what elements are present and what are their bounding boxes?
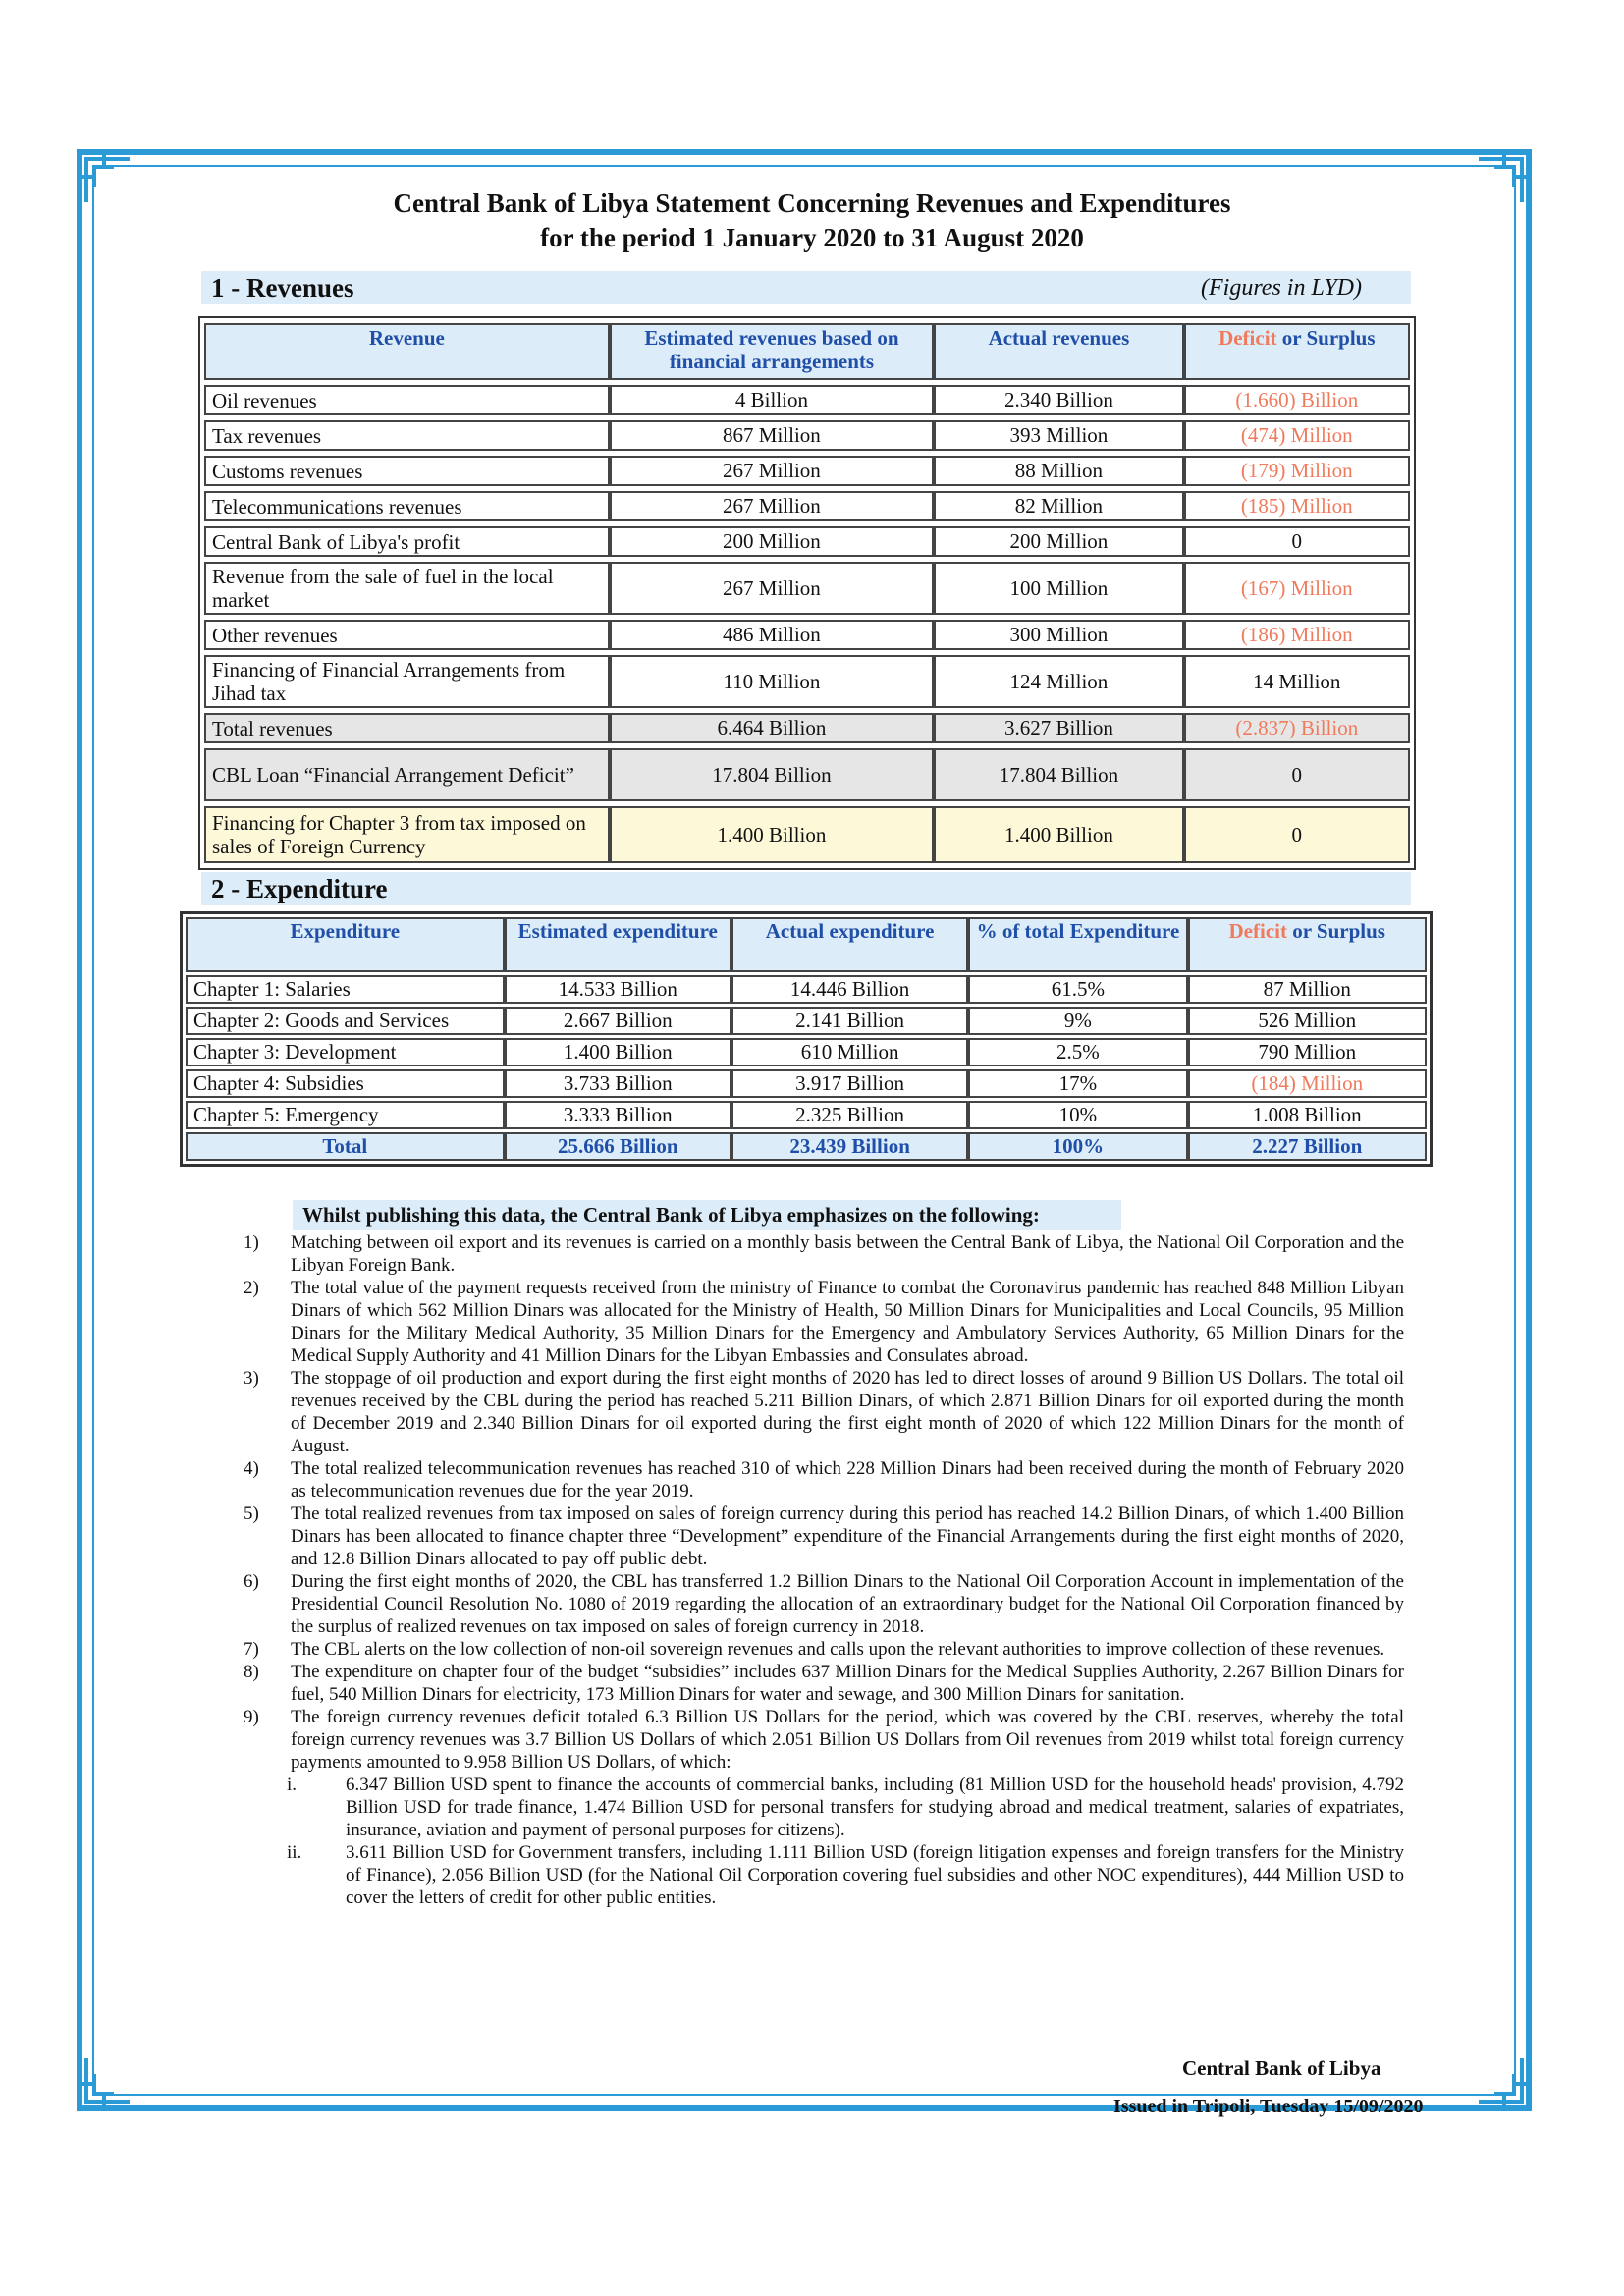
sub-list-item — [236, 1841, 1404, 1909]
total-expenditure-row — [186, 1132, 1427, 1161]
estimated-value: 1.400 Billion — [610, 806, 935, 863]
actual-value: 14.446 Billion — [731, 975, 968, 1004]
percent-value: 10% — [968, 1101, 1187, 1129]
total-estimated: 25.666 Billion — [505, 1132, 731, 1161]
list-item — [236, 1503, 1404, 1570]
estimated-value: 2.667 Billion — [505, 1007, 731, 1035]
row-label: Chapter 1: Salaries — [186, 975, 505, 1004]
note-number: 1) — [244, 1232, 259, 1253]
row-label: CBL Loan “Financial Arrangement Deficit” — [204, 748, 610, 801]
actual-value: 3.627 Billion — [934, 713, 1183, 743]
expenditure-table — [180, 911, 1433, 1167]
actual-value: 88 Million — [934, 456, 1183, 486]
deficit-word: Deficit — [1228, 919, 1287, 943]
note-number: 6) — [244, 1571, 259, 1592]
estimated-value: 110 Million — [610, 655, 935, 708]
percent-value: 17% — [968, 1069, 1187, 1098]
actual-value: 393 Million — [934, 420, 1183, 451]
note-text: The CBL alerts on the low collection of non-oil sovereign revenues and calls upon the relevant authorities to improve collection of these revenues. — [291, 1639, 1385, 1660]
table-row — [204, 526, 1410, 557]
total-percent: 100% — [968, 1132, 1187, 1161]
result-value: 1.008 Billion — [1188, 1101, 1428, 1129]
actual-value: 2.325 Billion — [731, 1101, 968, 1129]
result-value: (185) Million — [1184, 491, 1410, 521]
note-number: 3) — [244, 1368, 259, 1389]
table-row — [204, 620, 1410, 650]
result-value: (1.660) Billion — [1184, 385, 1410, 415]
list-item — [236, 1661, 1404, 1706]
note-text: The total realized telecommunication revenues has reached 310 of which 228 Million Dinars had been received during the month of February 2020 as telecommunication revenues due for the year 2019. — [291, 1458, 1404, 1502]
row-label: Chapter 4: Subsidies — [186, 1069, 505, 1098]
note-number: 5) — [244, 1503, 259, 1524]
percent-value: 2.5% — [968, 1038, 1187, 1066]
row-label: Central Bank of Libya's profit — [204, 526, 610, 557]
table-row — [204, 491, 1410, 521]
col-actual-revenues: Actual revenues — [934, 323, 1183, 380]
col-estimated-expenditure: Estimated expenditure — [505, 917, 731, 972]
note-number: 7) — [244, 1639, 259, 1660]
actual-value: 3.917 Billion — [731, 1069, 968, 1098]
table-row — [186, 1069, 1427, 1098]
revenues-heading: 1 - Revenues — [211, 273, 354, 302]
total-result: 2.227 Billion — [1188, 1132, 1428, 1161]
row-label: Financing for Chapter 3 from tax imposed on sales of Foreign Currency — [204, 806, 610, 863]
issued-line: Issued in Tripoli, Tuesday 15/09/2020 — [1113, 2096, 1424, 2117]
note-text: Matching between oil export and its revenues is carried on a monthly basis between the Central Bank of Libya, the National Oil Corporation and the Libyan Foreign Bank. — [291, 1232, 1404, 1276]
emphasis-heading: Whilst publishing this data, the Central Bank of Libya emphasizes on the following: — [293, 1200, 1121, 1230]
deficit-word: Deficit — [1218, 326, 1277, 350]
estimated-value: 17.804 Billion — [610, 748, 935, 801]
col-percent-total: % of total Expenditure — [968, 917, 1187, 972]
result-value: (179) Million — [1184, 456, 1410, 486]
result-value: 14 Million — [1184, 655, 1410, 708]
col-revenue: Revenue — [204, 323, 610, 380]
actual-value: 2.141 Billion — [731, 1007, 968, 1035]
surplus-word: or Surplus — [1276, 326, 1376, 350]
table-row — [204, 385, 1410, 415]
row-label: Chapter 5: Emergency — [186, 1101, 505, 1129]
estimated-value: 267 Million — [610, 456, 935, 486]
estimated-value: 200 Million — [610, 526, 935, 557]
list-item — [236, 1277, 1404, 1367]
result-value: 0 — [1184, 806, 1410, 863]
actual-value: 300 Million — [934, 620, 1183, 650]
notes-list — [236, 1231, 1404, 1909]
document-subtitle: for the period 1 January 2020 to 31 August 2020 — [540, 223, 1084, 252]
result-value: 87 Million — [1188, 975, 1428, 1004]
subnote-text: 6.347 Billion USD spent to finance the accounts of commercial banks, including (81 Million USD for the household heads' provision, 4.792 Billion USD for trade finance, 1.474 Billion USD for personal transfers for studying abroad and medical treatment, salaries of expatriates, insurance, aviation and payment of personal purposes for citizens). — [346, 1775, 1404, 1840]
actual-value: 100 Million — [934, 562, 1183, 615]
total-label: Total — [186, 1132, 505, 1161]
row-label: Total revenues — [204, 713, 610, 743]
subnote-number: ii. — [287, 1842, 302, 1863]
row-label: Tax revenues — [204, 420, 610, 451]
result-value: 0 — [1184, 526, 1410, 557]
row-label: Other revenues — [204, 620, 610, 650]
estimated-value: 267 Million — [610, 491, 935, 521]
result-value: 526 Million — [1188, 1007, 1428, 1035]
row-label: Customs revenues — [204, 456, 610, 486]
percent-value: 61.5% — [968, 975, 1187, 1004]
result-value: (2.837) Billion — [1184, 713, 1410, 743]
percent-value: 9% — [968, 1007, 1187, 1035]
result-value: 0 — [1184, 748, 1410, 801]
note-number: 4) — [244, 1458, 259, 1479]
note-text: The total value of the payment requests received from the ministry of Finance to combat the Coronavirus pandemic has reached 848 Million Libyan Dinars of which 562 Million Dinars was allocated for the Ministry of Health, 50 Million Dinars for Municipalities and Local Councils, 95 Million Dinars for the Military Medical Authority, 35 Million Dinars for the Emergency and Ambulatory Services Authority, 65 Million Dinars for the Medical Supply Authority and 41 Million Dinars for the Libyan Embassies and Consulates abroad. — [291, 1278, 1404, 1366]
expenditure-header-row — [186, 917, 1427, 972]
list-item — [236, 1706, 1404, 1774]
corner-ornament-icon — [75, 2054, 134, 2113]
revenues-section-bar — [201, 271, 1411, 304]
total-revenues-row — [204, 713, 1410, 743]
surplus-word: or Surplus — [1286, 919, 1385, 943]
list-item — [236, 1570, 1404, 1638]
list-item — [236, 1231, 1404, 1277]
estimated-value: 1.400 Billion — [505, 1038, 731, 1066]
table-row — [204, 655, 1410, 708]
estimated-value: 6.464 Billion — [610, 713, 935, 743]
corner-ornament-icon — [1475, 147, 1534, 206]
table-row — [204, 420, 1410, 451]
row-label: Chapter 2: Goods and Services — [186, 1007, 505, 1035]
row-label: Oil revenues — [204, 385, 610, 415]
figures-note: (Figures in LYD) — [1201, 275, 1362, 301]
estimated-value: 14.533 Billion — [505, 975, 731, 1004]
note-text: The total realized revenues from tax imposed on sales of foreign currency during this period has reached 14.2 Billion Dinars, of which 1.400 Billion Dinars has been allocated to finance chapter three “Development” expenditure of the Financial Arrangements during the first eight months of 2020, and 12.8 Billion Dinars allocated to pay off public debt. — [291, 1503, 1404, 1569]
row-label: Revenue from the sale of fuel in the local market — [204, 562, 610, 615]
table-row — [204, 748, 1410, 801]
subnote-number: i. — [287, 1775, 298, 1795]
signature-name: Central Bank of Libya — [1182, 2056, 1381, 2080]
col-estimated-revenues: Estimated revenues based on financial arrangements — [610, 323, 935, 380]
actual-value: 200 Million — [934, 526, 1183, 557]
corner-ornament-icon — [75, 147, 134, 206]
list-item — [236, 1638, 1404, 1661]
estimated-value: 3.733 Billion — [505, 1069, 731, 1098]
revenues-table — [198, 316, 1416, 870]
actual-value: 82 Million — [934, 491, 1183, 521]
actual-value: 610 Million — [731, 1038, 968, 1066]
note-text: During the first eight months of 2020, the CBL has transferred 1.2 Billion Dinars to the National Oil Corporation Account in implementation of the Presidential Council Resolution No. 1080 of 2019 regarding the allocation of an extraordinary budget for the National Oil Corporation financed by the surplus of realized revenues on tax imposed on sales of foreign currency in 2018. — [291, 1571, 1404, 1637]
revenues-header-row — [204, 323, 1410, 380]
actual-value: 124 Million — [934, 655, 1183, 708]
estimated-value: 486 Million — [610, 620, 935, 650]
table-row — [204, 456, 1410, 486]
row-label: Telecommunications revenues — [204, 491, 610, 521]
note-text: The stoppage of oil production and export during the first eight months of 2020 has led to direct losses of around 9 Billion US Dollars. The total oil revenues received by the CBL during the period has reached 5.211 Billion Dinars, of which 2.871 Billion Dinars for oil exported during the month of December 2019 and 2.340 Billion Dinars for oil exported during the first eight month of 2020 of which 122 Million Dinars for the month of August. — [291, 1368, 1404, 1456]
row-label: Chapter 3: Development — [186, 1038, 505, 1066]
note-number: 8) — [244, 1662, 259, 1682]
subnote-text: 3.611 Billion USD for Government transfers, including 1.111 Billion USD (foreign litigation expenses and foreign transfers for the Ministry of Finance), 2.056 Billion USD (for the National Oil Corporation covering fuel subsidies and other NOC expenditures), 444 Million USD to cover the letters of credit for other public entities. — [346, 1842, 1404, 1908]
expenditure-heading: 2 - Expenditure — [211, 874, 388, 903]
table-row — [204, 806, 1410, 863]
result-value: (474) Million — [1184, 420, 1410, 451]
col-actual-expenditure: Actual expenditure — [731, 917, 968, 972]
col-deficit-surplus — [1184, 323, 1410, 380]
estimated-value: 267 Million — [610, 562, 935, 615]
sub-list-item — [236, 1774, 1404, 1841]
table-row — [186, 1101, 1427, 1129]
col-deficit-surplus — [1188, 917, 1428, 972]
col-expenditure: Expenditure — [186, 917, 505, 972]
estimated-value: 3.333 Billion — [505, 1101, 731, 1129]
table-row — [186, 975, 1427, 1004]
table-row — [186, 1007, 1427, 1035]
expenditure-section-bar — [201, 872, 1411, 905]
result-value: (184) Million — [1188, 1069, 1428, 1098]
note-number: 9) — [244, 1707, 259, 1727]
list-item — [236, 1367, 1404, 1457]
row-label: Financing of Financial Arrangements from Jihad tax — [204, 655, 610, 708]
estimated-value: 867 Million — [610, 420, 935, 451]
list-item — [236, 1457, 1404, 1503]
total-actual: 23.439 Billion — [731, 1132, 968, 1161]
estimated-value: 4 Billion — [610, 385, 935, 415]
note-text: The expenditure on chapter four of the budget “subsidies” includes 637 Million Dinars for the Medical Supplies Authority, 2.267 Billion Dinars for fuel, 540 Million Dinars for electricity, 173 Million Dinars for water and sewage, and 300 Million Dinars for sanitation. — [291, 1662, 1404, 1705]
corner-ornament-icon — [1475, 2054, 1534, 2113]
note-text: The foreign currency revenues deficit totaled 6.3 Billion US Dollars for the period, which was covered by the CBL reserves, whereby the total foreign currency revenues was 3.7 Billion US Dollars of which 2.051 Billion US Dollars from Oil revenues from 2019 whilst total foreign currency payments amounted to 9.958 Billion US Dollars, of which: — [291, 1707, 1404, 1773]
actual-value: 2.340 Billion — [934, 385, 1183, 415]
document-title: Central Bank of Libya Statement Concerning Revenues and Expenditures — [393, 189, 1231, 218]
table-row — [204, 562, 1410, 615]
actual-value: 1.400 Billion — [934, 806, 1183, 863]
result-value: 790 Million — [1188, 1038, 1428, 1066]
note-number: 2) — [244, 1278, 259, 1298]
result-value: (186) Million — [1184, 620, 1410, 650]
actual-value: 17.804 Billion — [934, 748, 1183, 801]
table-row — [186, 1038, 1427, 1066]
result-value: (167) Million — [1184, 562, 1410, 615]
